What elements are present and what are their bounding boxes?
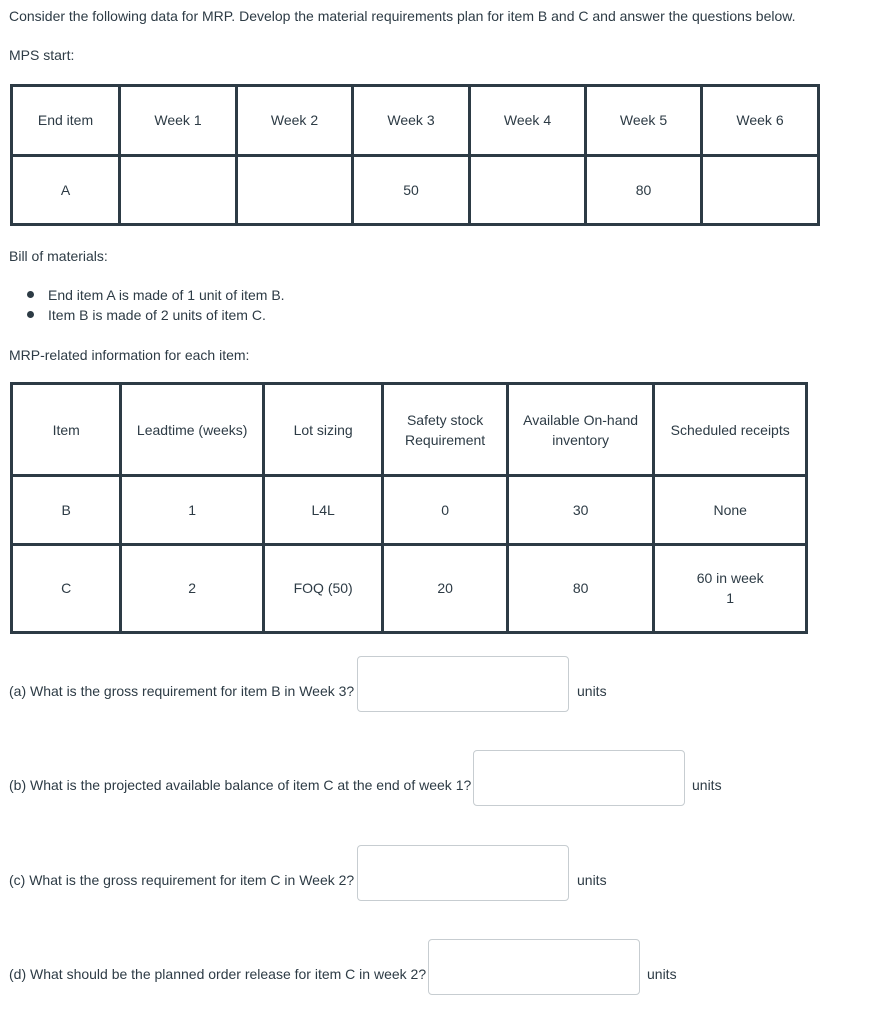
mrp-table [10, 382, 808, 634]
mps-cell-week-6 [702, 155, 819, 225]
mps-header-week-1: Week 1 [120, 86, 237, 156]
question-c-text: (c) What is the gross requirement for item C in Week 2? [9, 872, 355, 888]
bom-item: Item B is made of 2 units of item C. [22, 306, 285, 326]
question-d-text: (d) What should be the planned order release for item C in week 2? [9, 966, 427, 982]
mps-header-end-item: End item [12, 86, 120, 156]
question-b-units: units [692, 777, 722, 793]
mrp-label: MRP-related information for each item: [9, 347, 250, 363]
mps-header-week-5: Week 5 [586, 86, 702, 156]
mps-item-a-row [12, 155, 819, 225]
mps-table [10, 84, 820, 226]
bom-list [22, 286, 285, 326]
mrp-c-safety-stock: 20 [383, 544, 507, 632]
mps-cell-week-3: 50 [353, 155, 470, 225]
mrp-header-scheduled-receipts: Scheduled receipts [654, 384, 807, 476]
mps-header-week-3: Week 3 [353, 86, 470, 156]
mrp-c-leadtime: 2 [121, 544, 264, 632]
bom-label: Bill of materials: [9, 248, 108, 264]
question-a-input[interactable] [357, 656, 569, 712]
mrp-header-safety-stock: Safety stock Requirement [383, 384, 507, 476]
question-a-text: (a) What is the gross requirement for item B in Week 3? [9, 683, 355, 699]
mps-cell-week-2 [237, 155, 353, 225]
mrp-b-scheduled-receipts: None [654, 476, 807, 544]
mps-cell-item: A [12, 155, 120, 225]
mps-header-week-4: Week 4 [470, 86, 586, 156]
mrp-header-on-hand: Available On-hand inventory [507, 384, 654, 476]
mps-header-week-2: Week 2 [237, 86, 353, 156]
question-b-text: (b) What is the projected available balance of item C at the end of week 1? [9, 777, 472, 793]
mrp-b-on-hand: 30 [507, 476, 654, 544]
mrp-header-lot-sizing: Lot sizing [263, 384, 382, 476]
question-b-input[interactable] [473, 750, 685, 806]
question-a-units: units [577, 683, 607, 699]
mrp-c-lot-sizing: FOQ (50) [263, 544, 382, 632]
mps-header-week-6: Week 6 [702, 86, 819, 156]
question-c-units: units [577, 872, 607, 888]
mrp-b-safety-stock: 0 [383, 476, 507, 544]
question-d-input[interactable] [428, 939, 640, 995]
mrp-item-c-row [12, 544, 807, 632]
intro-text: Consider the following data for MRP. Develop the material requirements plan for item B and C and answer the questions below. [9, 8, 796, 24]
mps-cell-week-1 [120, 155, 237, 225]
bom-item: End item A is made of 1 unit of item B. [22, 286, 285, 306]
mrp-c-on-hand: 80 [507, 544, 654, 632]
mps-label: MPS start: [9, 47, 75, 63]
mrp-b-item: B [12, 476, 121, 544]
mrp-header-row [12, 384, 807, 476]
mrp-c-item: C [12, 544, 121, 632]
mrp-item-b-row [12, 476, 807, 544]
mrp-header-item: Item [12, 384, 121, 476]
mrp-header-leadtime: Leadtime (weeks) [121, 384, 264, 476]
mps-header-row [12, 86, 819, 156]
mrp-b-leadtime: 1 [121, 476, 264, 544]
mps-cell-week-5: 80 [586, 155, 702, 225]
question-d-units: units [647, 966, 677, 982]
mps-cell-week-4 [470, 155, 586, 225]
question-c-input[interactable] [357, 845, 569, 901]
mrp-b-lot-sizing: L4L [263, 476, 382, 544]
mrp-c-scheduled-receipts: 60 in week 1 [654, 544, 807, 632]
